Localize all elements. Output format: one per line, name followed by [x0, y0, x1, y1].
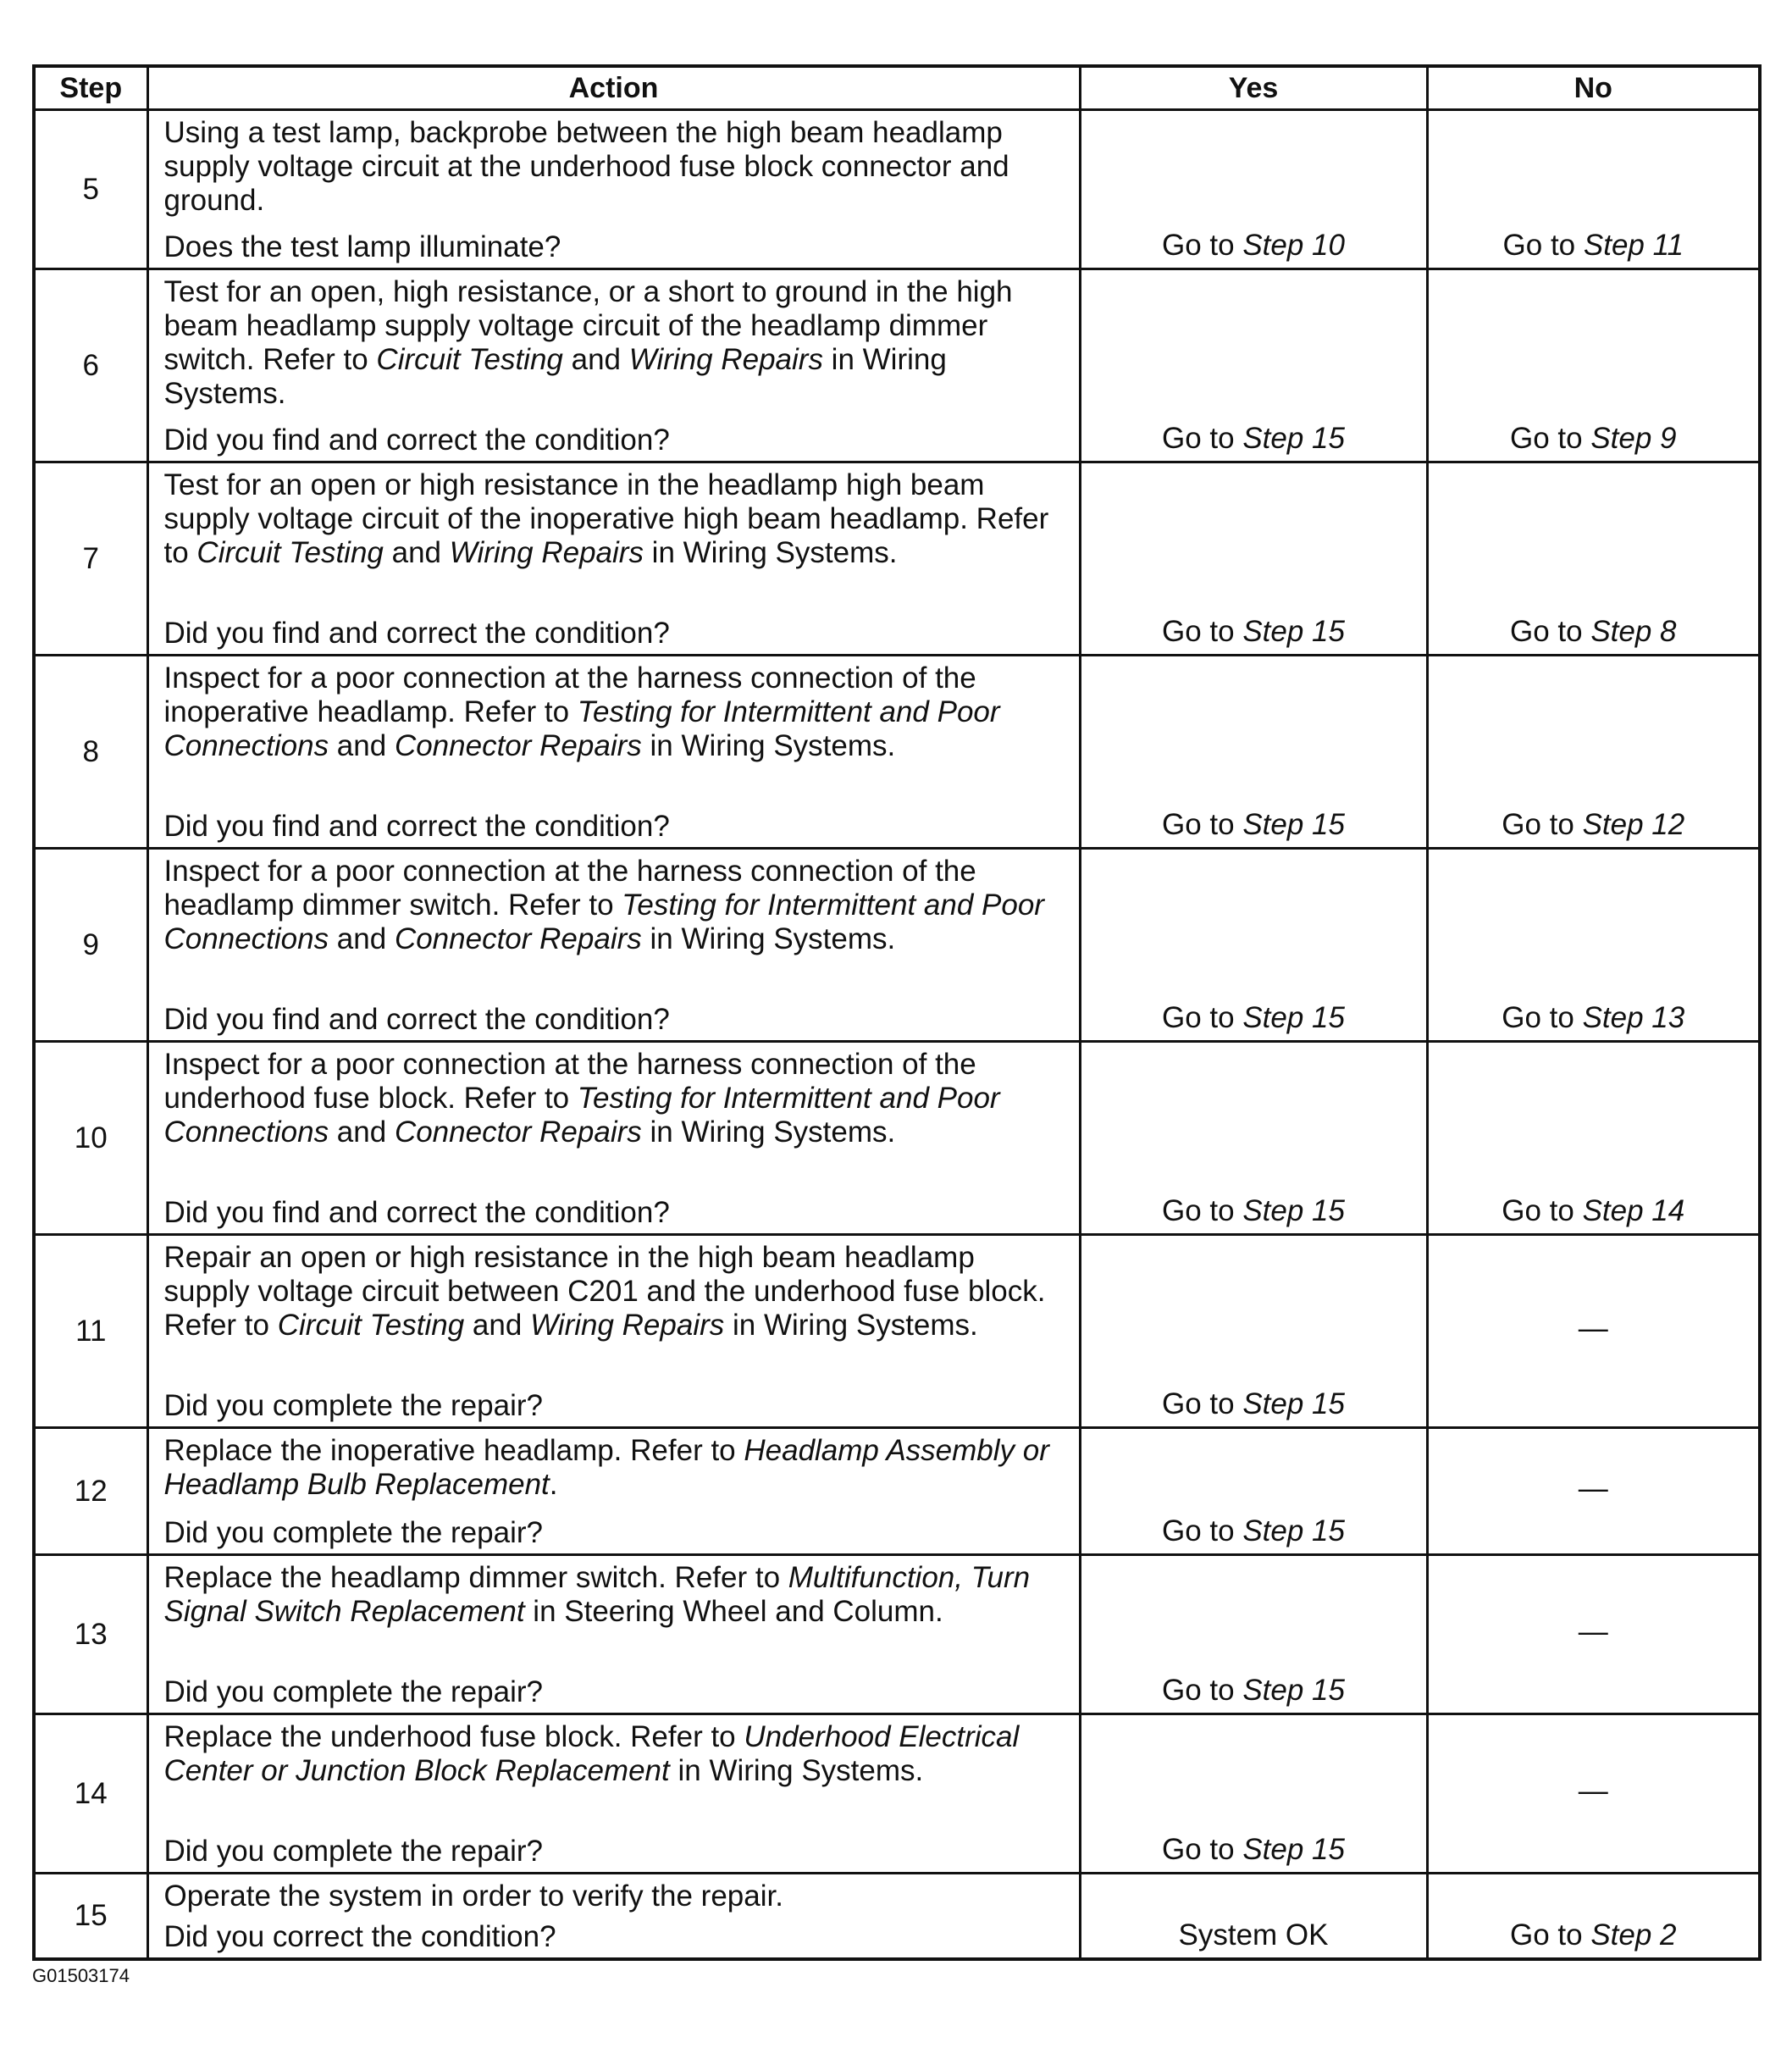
plain-text: System OK	[1178, 1918, 1329, 1952]
plain-text: Go to	[1162, 1833, 1243, 1866]
plain-text: Replace the inoperative headlamp. Refer to	[163, 1434, 744, 1467]
reference-text: Step 11	[1583, 229, 1684, 262]
header-step: Step	[34, 66, 147, 110]
action-question: Did you find and correct the condition?	[163, 1196, 670, 1229]
plain-text: and	[329, 922, 395, 955]
plain-text: and	[329, 729, 395, 762]
plain-text: in Wiring Systems.	[641, 922, 896, 955]
plain-text: in Wiring Systems.	[641, 729, 896, 762]
no-result	[1427, 110, 1760, 269]
action-cell	[147, 849, 1080, 1042]
action-cell	[147, 1874, 1080, 1960]
reference-text: Step 8	[1590, 615, 1677, 648]
reference-text: Wiring Repairs	[530, 1309, 725, 1342]
table-row	[34, 1235, 1760, 1428]
no-result	[1427, 1555, 1760, 1714]
step-number: 6	[34, 269, 147, 462]
yes-result	[1080, 1874, 1427, 1960]
plain-text: and	[562, 343, 629, 376]
reference-text: Testing for Intermittent and Poor Connections	[163, 1082, 1000, 1149]
action-instruction	[164, 855, 1069, 956]
reference-text: Step 15	[1242, 1674, 1345, 1707]
plain-text: Go to	[1162, 1387, 1243, 1420]
header-no: No	[1427, 66, 1760, 110]
action-content	[164, 1720, 1069, 1869]
action-content	[164, 1048, 1069, 1230]
table-row	[34, 1555, 1760, 1714]
action-question: Did you complete the repair?	[163, 1389, 543, 1422]
yes-result	[1080, 1235, 1427, 1428]
action-content	[164, 1880, 1069, 1954]
action-content	[164, 662, 1069, 844]
action-instruction	[164, 1048, 1069, 1149]
reference-text: Step 15	[1242, 1194, 1345, 1227]
plain-text: —	[1578, 1471, 1608, 1505]
no-result	[1427, 656, 1760, 849]
reference-text: Step 15	[1242, 808, 1345, 841]
plain-text: Go to	[1162, 422, 1243, 455]
action-cell	[147, 656, 1080, 849]
plain-text: Inspect for a poor connection at the harness connection of the inoperative headlamp. Refer to	[163, 662, 976, 728]
diagnostic-table	[32, 64, 1762, 1961]
action-content	[164, 1561, 1069, 1709]
action-content	[164, 468, 1069, 651]
table-body	[34, 110, 1760, 1960]
reference-text: Step 15	[1242, 422, 1345, 455]
step-number: 12	[34, 1428, 147, 1555]
action-instruction	[164, 1880, 1069, 1913]
action-cell	[147, 269, 1080, 462]
reference-text: Testing for Intermittent and Poor Connections	[163, 889, 1044, 955]
reference-text: Circuit Testing	[376, 343, 563, 376]
no-result	[1427, 462, 1760, 656]
plain-text: Go to	[1502, 1001, 1583, 1034]
yes-result	[1080, 1714, 1427, 1874]
plain-text: Inspect for a poor connection at the harness connection of the headlamp dimmer switch. Refer to	[163, 855, 976, 922]
plain-text: Replace the underhood fuse block. Refer to	[163, 1720, 744, 1753]
reference-text: Step 15	[1242, 615, 1345, 648]
plain-text: Go to	[1502, 808, 1583, 841]
plain-text: Test for an open or high resistance in the headlamp high beam supply voltage circuit of the inoperative high beam headlamp. Refer to	[163, 468, 1049, 569]
step-number: 11	[34, 1235, 147, 1428]
table-row	[34, 1874, 1760, 1960]
yes-result	[1080, 462, 1427, 656]
action-cell	[147, 1555, 1080, 1714]
action-question: Does the test lamp illuminate?	[163, 230, 561, 263]
step-number: 15	[34, 1874, 147, 1960]
plain-text: in Wiring Systems.	[724, 1309, 978, 1342]
yes-result	[1080, 849, 1427, 1042]
action-question: Did you complete the repair?	[163, 1516, 543, 1549]
reference-text: Underhood Electrical Center or Junction Block Replacement	[163, 1720, 1020, 1787]
plain-text: Go to	[1162, 1001, 1243, 1034]
reference-text: Multifunction, Turn Signal Switch Replacement	[163, 1561, 1031, 1628]
yes-result	[1080, 1042, 1427, 1235]
action-instruction	[164, 275, 1069, 411]
no-result	[1427, 1042, 1760, 1235]
action-content	[164, 855, 1069, 1037]
plain-text: Go to	[1509, 615, 1591, 648]
reference-text: Wiring Repairs	[449, 536, 644, 569]
reference-text: Connector Repairs	[394, 1116, 642, 1149]
reference-text: Step 9	[1590, 422, 1677, 455]
table-header-row	[34, 66, 1760, 110]
reference-text: Step 2	[1590, 1918, 1677, 1952]
reference-text: Step 15	[1242, 1001, 1345, 1034]
action-question: Did you complete the repair?	[163, 1835, 543, 1868]
no-result	[1427, 849, 1760, 1042]
action-content	[164, 116, 1069, 264]
table-row	[34, 462, 1760, 656]
plain-text: Go to	[1162, 229, 1243, 262]
action-cell	[147, 1714, 1080, 1874]
action-cell	[147, 110, 1080, 269]
reference-text: Step 14	[1582, 1194, 1685, 1227]
reference-text: Step 13	[1582, 1001, 1685, 1034]
plain-text: Go to	[1162, 615, 1243, 648]
action-cell	[147, 1235, 1080, 1428]
plain-text: Go to	[1509, 422, 1591, 455]
yes-result	[1080, 269, 1427, 462]
no-result	[1427, 269, 1760, 462]
reference-text: Wiring Repairs	[628, 343, 823, 376]
action-instruction	[164, 1434, 1069, 1502]
table-row	[34, 1428, 1760, 1555]
plain-text: Using a test lamp, backprobe between the high beam headlamp supply voltage circuit at the underhood fuse block connector and ground.	[163, 116, 1009, 217]
plain-text: in Wiring Systems.	[163, 343, 947, 410]
reference-text: Step 15	[1242, 1833, 1345, 1866]
yes-result	[1080, 110, 1427, 269]
step-number: 10	[34, 1042, 147, 1235]
table-row	[34, 1042, 1760, 1235]
plain-text: .	[549, 1468, 558, 1501]
plain-text: Test for an open, high resistance, or a short to ground in the high beam headlamp supply voltage circuit of the headlamp dimmer switch. Refer to	[163, 275, 1013, 376]
action-cell	[147, 1428, 1080, 1555]
plain-text: Go to	[1502, 229, 1584, 262]
plain-text: in Steering Wheel and Column.	[524, 1595, 943, 1628]
plain-text: and	[329, 1116, 395, 1149]
plain-text: in Wiring Systems.	[643, 536, 898, 569]
action-instruction	[164, 116, 1069, 218]
action-cell	[147, 1042, 1080, 1235]
plain-text: in Wiring Systems.	[641, 1116, 896, 1149]
reference-text: Step 15	[1242, 1514, 1345, 1547]
reference-text: Step 15	[1242, 1387, 1345, 1420]
plain-text: Go to	[1162, 1194, 1243, 1227]
plain-text: —	[1578, 1774, 1608, 1808]
yes-result	[1080, 656, 1427, 849]
table-row	[34, 269, 1760, 462]
action-instruction	[164, 662, 1069, 763]
plain-text: in Wiring Systems.	[669, 1754, 924, 1787]
action-instruction	[164, 1241, 1069, 1343]
reference-text: Step 10	[1242, 229, 1345, 262]
yes-result	[1080, 1428, 1427, 1555]
step-number: 14	[34, 1714, 147, 1874]
table-row	[34, 849, 1760, 1042]
no-result	[1427, 1714, 1760, 1874]
plain-text: Go to	[1162, 1514, 1243, 1547]
plain-text: —	[1578, 1311, 1608, 1345]
action-question: Did you correct the condition?	[163, 1920, 556, 1953]
table-row	[34, 1714, 1760, 1874]
table-row	[34, 110, 1760, 269]
reference-text: Headlamp Assembly or Headlamp Bulb Replacement	[163, 1434, 1049, 1501]
plain-text: Inspect for a poor connection at the harness connection of the underhood fuse block. Refer to	[163, 1048, 976, 1115]
action-question: Did you find and correct the condition?	[163, 810, 670, 843]
action-content	[164, 1434, 1069, 1550]
no-result	[1427, 1428, 1760, 1555]
reference-text: Circuit Testing	[196, 536, 384, 569]
plain-text: and	[383, 536, 450, 569]
reference-text: Step 12	[1582, 808, 1685, 841]
plain-text: Go to	[1162, 1674, 1243, 1707]
diagnostic-table-container	[32, 64, 1758, 1961]
action-question: Did you find and correct the condition?	[163, 1003, 670, 1036]
plain-text: —	[1578, 1614, 1608, 1648]
plain-text: Go to	[1502, 1194, 1583, 1227]
no-result	[1427, 1874, 1760, 1960]
yes-result	[1080, 1555, 1427, 1714]
action-content	[164, 1241, 1069, 1423]
plain-text: Repair an open or high resistance in the high beam headlamp supply voltage circuit between C201 and the underhood fuse block. Refer to	[163, 1241, 1046, 1342]
plain-text: Replace the headlamp dimmer switch. Refer to	[163, 1561, 788, 1594]
action-instruction	[164, 468, 1069, 570]
reference-text: Connector Repairs	[394, 729, 642, 762]
plain-text: Go to	[1509, 1918, 1591, 1952]
action-instruction	[164, 1561, 1069, 1629]
step-number: 9	[34, 849, 147, 1042]
reference-text: Circuit Testing	[277, 1309, 465, 1342]
plain-text: Operate the system in order to verify the repair.	[163, 1880, 783, 1913]
step-number: 8	[34, 656, 147, 849]
action-cell	[147, 462, 1080, 656]
action-question: Did you find and correct the condition?	[163, 424, 670, 457]
step-number: 5	[34, 110, 147, 269]
step-number: 13	[34, 1555, 147, 1714]
plain-text: Go to	[1162, 808, 1243, 841]
table-row	[34, 656, 1760, 849]
header-action: Action	[147, 66, 1080, 110]
action-question: Did you complete the repair?	[163, 1675, 543, 1708]
plain-text: and	[464, 1309, 531, 1342]
figure-id-label: G01503174	[32, 1965, 130, 1986]
action-instruction	[164, 1720, 1069, 1788]
step-number: 7	[34, 462, 147, 656]
no-result	[1427, 1235, 1760, 1428]
action-content	[164, 275, 1069, 457]
reference-text: Testing for Intermittent and Poor Connections	[163, 695, 1000, 762]
header-yes: Yes	[1080, 66, 1427, 110]
action-question: Did you find and correct the condition?	[163, 617, 670, 650]
reference-text: Connector Repairs	[394, 922, 642, 955]
